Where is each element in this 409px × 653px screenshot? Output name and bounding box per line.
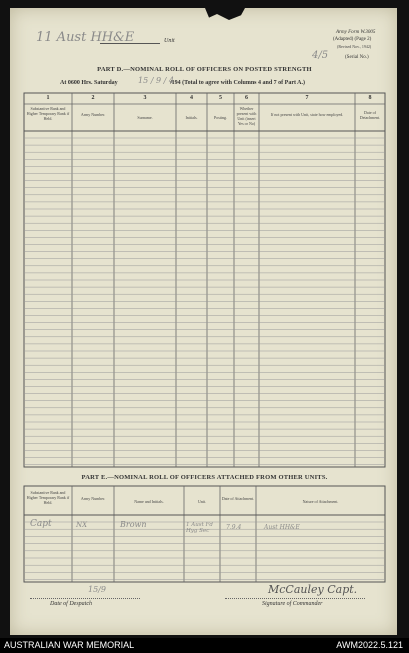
part-d-date-handwriting: 15 / 9 / 4	[138, 76, 174, 85]
e-head-nature: Nature of Attachment.	[302, 499, 339, 504]
despatch-handwriting: 15/9	[88, 585, 106, 594]
e-entry-date: 7.9.4	[226, 524, 242, 531]
commander-signature: McCauley Capt.	[268, 583, 358, 596]
col-number-6: 6	[245, 95, 248, 101]
e-entry-name: Brown	[120, 520, 147, 529]
col-head-employed: If not present with Unit, state how employed.	[270, 112, 344, 117]
part-d-time-suffix: /194 (Total to agree with Columns 4 and 7 of Part A.)	[170, 80, 305, 86]
e-entry-rank: Capt	[30, 519, 52, 529]
col-number-4: 4	[190, 95, 193, 101]
part-e-title: PART E.—NOMINAL ROLL OF OFFICERS ATTACHED FROM OTHER UNITS.	[81, 474, 328, 481]
unit-label: Unit	[164, 38, 175, 44]
serial-label: (Serial No.)	[345, 55, 369, 60]
e-head-date: Date of Attachment.	[221, 496, 255, 501]
col-head-rank: Substantive Rank and Higher Temporary Rank if Held.	[26, 106, 70, 121]
e-entry-number: NX	[76, 521, 88, 529]
despatch-line	[30, 598, 140, 599]
col-number-3: 3	[143, 95, 147, 101]
col-head-detachment: Date of Detachment.	[359, 110, 381, 120]
form-number: Army Form W.3005	[336, 30, 376, 35]
unit-handwriting: 11 Aust HH&E	[36, 30, 135, 45]
serial-handwriting: 4/5	[312, 50, 329, 61]
col-head-initials: Initials.	[185, 115, 198, 120]
col-number-7: 7	[305, 95, 309, 101]
col-number-1: 1	[46, 95, 50, 101]
col-number-2: 2	[91, 95, 95, 101]
col-head-posting: Posting.	[213, 115, 227, 120]
footer-institution: AUSTRALIAN WAR MEMORIAL	[4, 640, 135, 650]
col-head-present: Whether present with Unit (insert Yes or No)	[236, 106, 257, 126]
e-head-unit: Unit.	[197, 499, 207, 504]
form-revised: (Revised Nov., 1942)	[337, 44, 372, 49]
archive-footer	[0, 638, 409, 653]
part-d-title: PART D.—NOMINAL ROLL OF OFFICERS ON POSTED STRENGTH	[97, 66, 312, 73]
e-head-army-number: Army Number.	[80, 496, 106, 501]
form-adapted: (Adapted) (Page 2)	[333, 37, 372, 42]
despatch-label: Date of Despatch	[50, 601, 92, 607]
footer-accession: AWM2022.5.121	[336, 640, 403, 650]
commander-label: Signature of Commander	[262, 601, 323, 607]
e-entry-unit: 1 Aust Fd Hyg Sec	[186, 522, 213, 534]
col-number-5: 5	[219, 95, 222, 101]
e-head-rank: Substantive Rank and Higher Temporary Rank if Held.	[26, 490, 70, 505]
col-head-surname: Surname.	[137, 115, 153, 120]
col-head-army-number: Army Number.	[80, 112, 106, 117]
e-entry-nature: Aust HH&E	[264, 524, 300, 531]
e-head-name: Name and Initials.	[134, 499, 164, 504]
commander-line	[225, 598, 365, 599]
part-d-time-prefix: At 0600 Hrs. Saturday	[60, 80, 118, 86]
col-number-8: 8	[368, 95, 372, 101]
